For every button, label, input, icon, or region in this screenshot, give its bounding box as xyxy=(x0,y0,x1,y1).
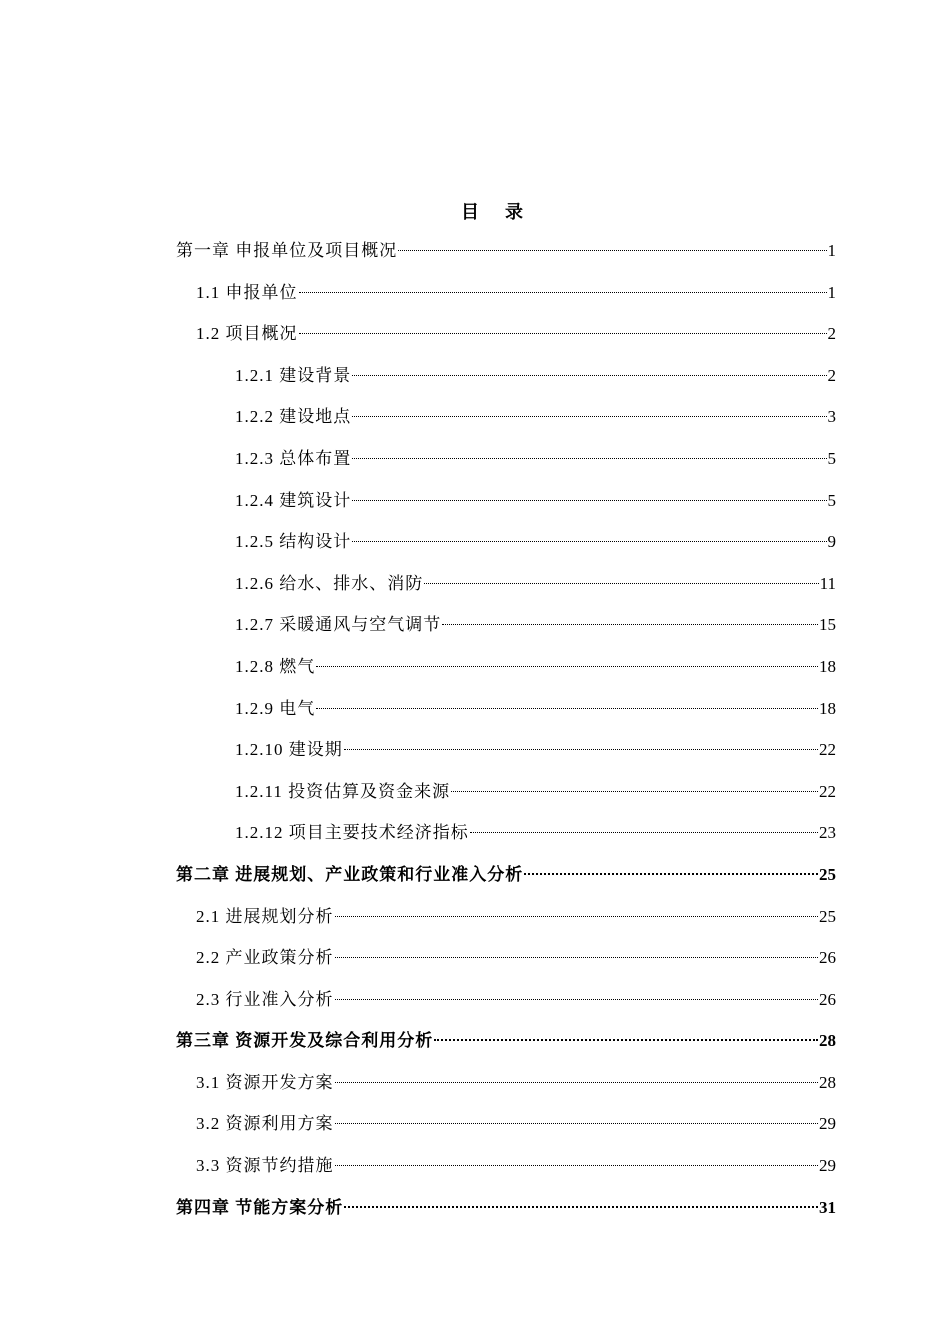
toc-dot-leader xyxy=(352,500,826,501)
toc-entry[interactable] xyxy=(176,646,836,688)
toc-dot-leader xyxy=(316,666,818,667)
toc-entry-label: 1.2.10 建设期 xyxy=(235,740,343,760)
toc-entry-label: 1.2.9 电气 xyxy=(235,698,316,718)
toc-dot-leader xyxy=(424,583,818,584)
toc-dot-leader xyxy=(335,957,819,958)
toc-entry[interactable] xyxy=(176,396,836,438)
toc-entry-page-number: 23 xyxy=(819,823,836,843)
toc-entry-label: 2.3 行业准入分析 xyxy=(196,989,334,1009)
toc-entry-page-number: 2 xyxy=(827,365,836,385)
toc-entry[interactable] xyxy=(176,480,836,522)
toc-entry-page-number: 25 xyxy=(819,906,836,926)
toc-dot-leader xyxy=(442,624,818,625)
toc-entry-label: 1.2.3 总体布置 xyxy=(235,448,352,468)
toc-entry-page-number: 11 xyxy=(819,573,836,593)
toc-entry[interactable] xyxy=(176,1103,836,1145)
toc-dot-leader xyxy=(344,749,818,750)
toc-entry[interactable] xyxy=(176,438,836,480)
toc-entry-page-number: 26 xyxy=(819,948,836,968)
toc-entry-page-number: 5 xyxy=(827,448,836,468)
toc-entry-label: 1.2.8 燃气 xyxy=(235,656,316,676)
toc-entry[interactable] xyxy=(176,937,836,979)
toc-entry-label: 1.2.12 项目主要技术经济指标 xyxy=(235,823,469,843)
toc-entry-page-number: 29 xyxy=(819,1156,836,1176)
toc-entry-label: 2.1 进展规划分析 xyxy=(196,906,334,926)
toc-dot-leader xyxy=(335,1082,819,1083)
toc-entry-label: 第一章 申报单位及项目概况 xyxy=(176,241,398,260)
toc-entry[interactable] xyxy=(176,313,836,355)
toc-entry[interactable] xyxy=(176,272,836,314)
toc-dot-leader xyxy=(335,999,819,1000)
toc-entry-label: 1.2.2 建设地点 xyxy=(235,407,352,427)
toc-dot-leader xyxy=(398,250,826,251)
toc-entry-page-number: 22 xyxy=(819,740,836,760)
toc-entry-label: 1.2 项目概况 xyxy=(196,324,298,344)
toc-entry-label: 1.2.6 给水、排水、消防 xyxy=(235,573,424,593)
toc-dot-leader xyxy=(299,333,827,334)
toc-title: 目录 xyxy=(461,202,549,223)
toc-entry-label: 3.3 资源节约措施 xyxy=(196,1156,334,1176)
toc-entry-page-number: 1 xyxy=(827,241,836,260)
table-of-contents xyxy=(176,230,836,1228)
toc-entry-page-number: 22 xyxy=(819,781,836,801)
toc-entry[interactable] xyxy=(176,1187,836,1229)
toc-dot-leader xyxy=(434,1039,818,1041)
toc-entry-page-number: 31 xyxy=(819,1197,836,1217)
toc-entry-page-number: 28 xyxy=(819,1072,836,1092)
toc-dot-leader xyxy=(352,541,826,542)
toc-entry-page-number: 29 xyxy=(819,1114,836,1134)
toc-dot-leader xyxy=(316,708,818,709)
toc-entry[interactable] xyxy=(176,563,836,605)
toc-entry-page-number: 5 xyxy=(827,490,836,510)
toc-entry[interactable] xyxy=(176,729,836,771)
toc-entry[interactable] xyxy=(176,688,836,730)
toc-dot-leader xyxy=(299,292,827,293)
toc-entry-label: 3.1 资源开发方案 xyxy=(196,1072,334,1092)
toc-entry[interactable] xyxy=(176,230,836,272)
toc-dot-leader xyxy=(344,1206,818,1208)
toc-dot-leader xyxy=(335,1165,819,1166)
toc-entry-label: 1.2.5 结构设计 xyxy=(235,532,352,552)
toc-dot-leader xyxy=(352,375,826,376)
toc-entry[interactable] xyxy=(176,854,836,896)
toc-entry-page-number: 1 xyxy=(827,282,836,302)
toc-entry[interactable] xyxy=(176,1062,836,1104)
toc-entry-label: 1.1 申报单位 xyxy=(196,282,298,302)
toc-dot-leader xyxy=(352,458,826,459)
toc-entry[interactable] xyxy=(176,979,836,1021)
toc-dot-leader xyxy=(451,791,818,792)
toc-dot-leader xyxy=(335,916,819,917)
toc-entry-page-number: 25 xyxy=(819,864,836,884)
toc-entry-label: 1.2.7 采暖通风与空气调节 xyxy=(235,615,442,635)
toc-entry-label: 第四章 节能方案分析 xyxy=(176,1197,344,1217)
toc-entry[interactable] xyxy=(176,771,836,813)
toc-entry[interactable] xyxy=(176,521,836,563)
toc-entry-page-number: 18 xyxy=(819,656,836,676)
toc-dot-leader xyxy=(352,416,826,417)
toc-entry-page-number: 2 xyxy=(827,324,836,344)
toc-entry-page-number: 28 xyxy=(819,1031,836,1051)
toc-entry[interactable] xyxy=(176,1020,836,1062)
toc-entry-page-number: 26 xyxy=(819,989,836,1009)
toc-entry-label: 3.2 资源利用方案 xyxy=(196,1114,334,1134)
toc-entry-page-number: 15 xyxy=(819,615,836,635)
toc-entry-label: 2.2 产业政策分析 xyxy=(196,948,334,968)
toc-dot-leader xyxy=(335,1123,819,1124)
toc-entry-label: 1.2.11 投资估算及资金来源 xyxy=(235,781,451,801)
toc-entry-label: 第三章 资源开发及综合利用分析 xyxy=(176,1031,434,1051)
toc-entry-page-number: 3 xyxy=(827,407,836,427)
toc-entry[interactable] xyxy=(176,355,836,397)
toc-entry[interactable] xyxy=(176,812,836,854)
toc-entry-label: 1.2.4 建筑设计 xyxy=(235,490,352,510)
toc-entry[interactable] xyxy=(176,1145,836,1187)
toc-entry[interactable] xyxy=(176,604,836,646)
toc-entry-label: 1.2.1 建设背景 xyxy=(235,365,352,385)
toc-entry-page-number: 18 xyxy=(819,698,836,718)
toc-entry-label: 第二章 进展规划、产业政策和行业准入分析 xyxy=(176,864,524,884)
toc-entry-page-number: 9 xyxy=(827,532,836,552)
toc-entry[interactable] xyxy=(176,896,836,938)
toc-dot-leader xyxy=(470,832,818,833)
toc-dot-leader xyxy=(524,873,818,875)
